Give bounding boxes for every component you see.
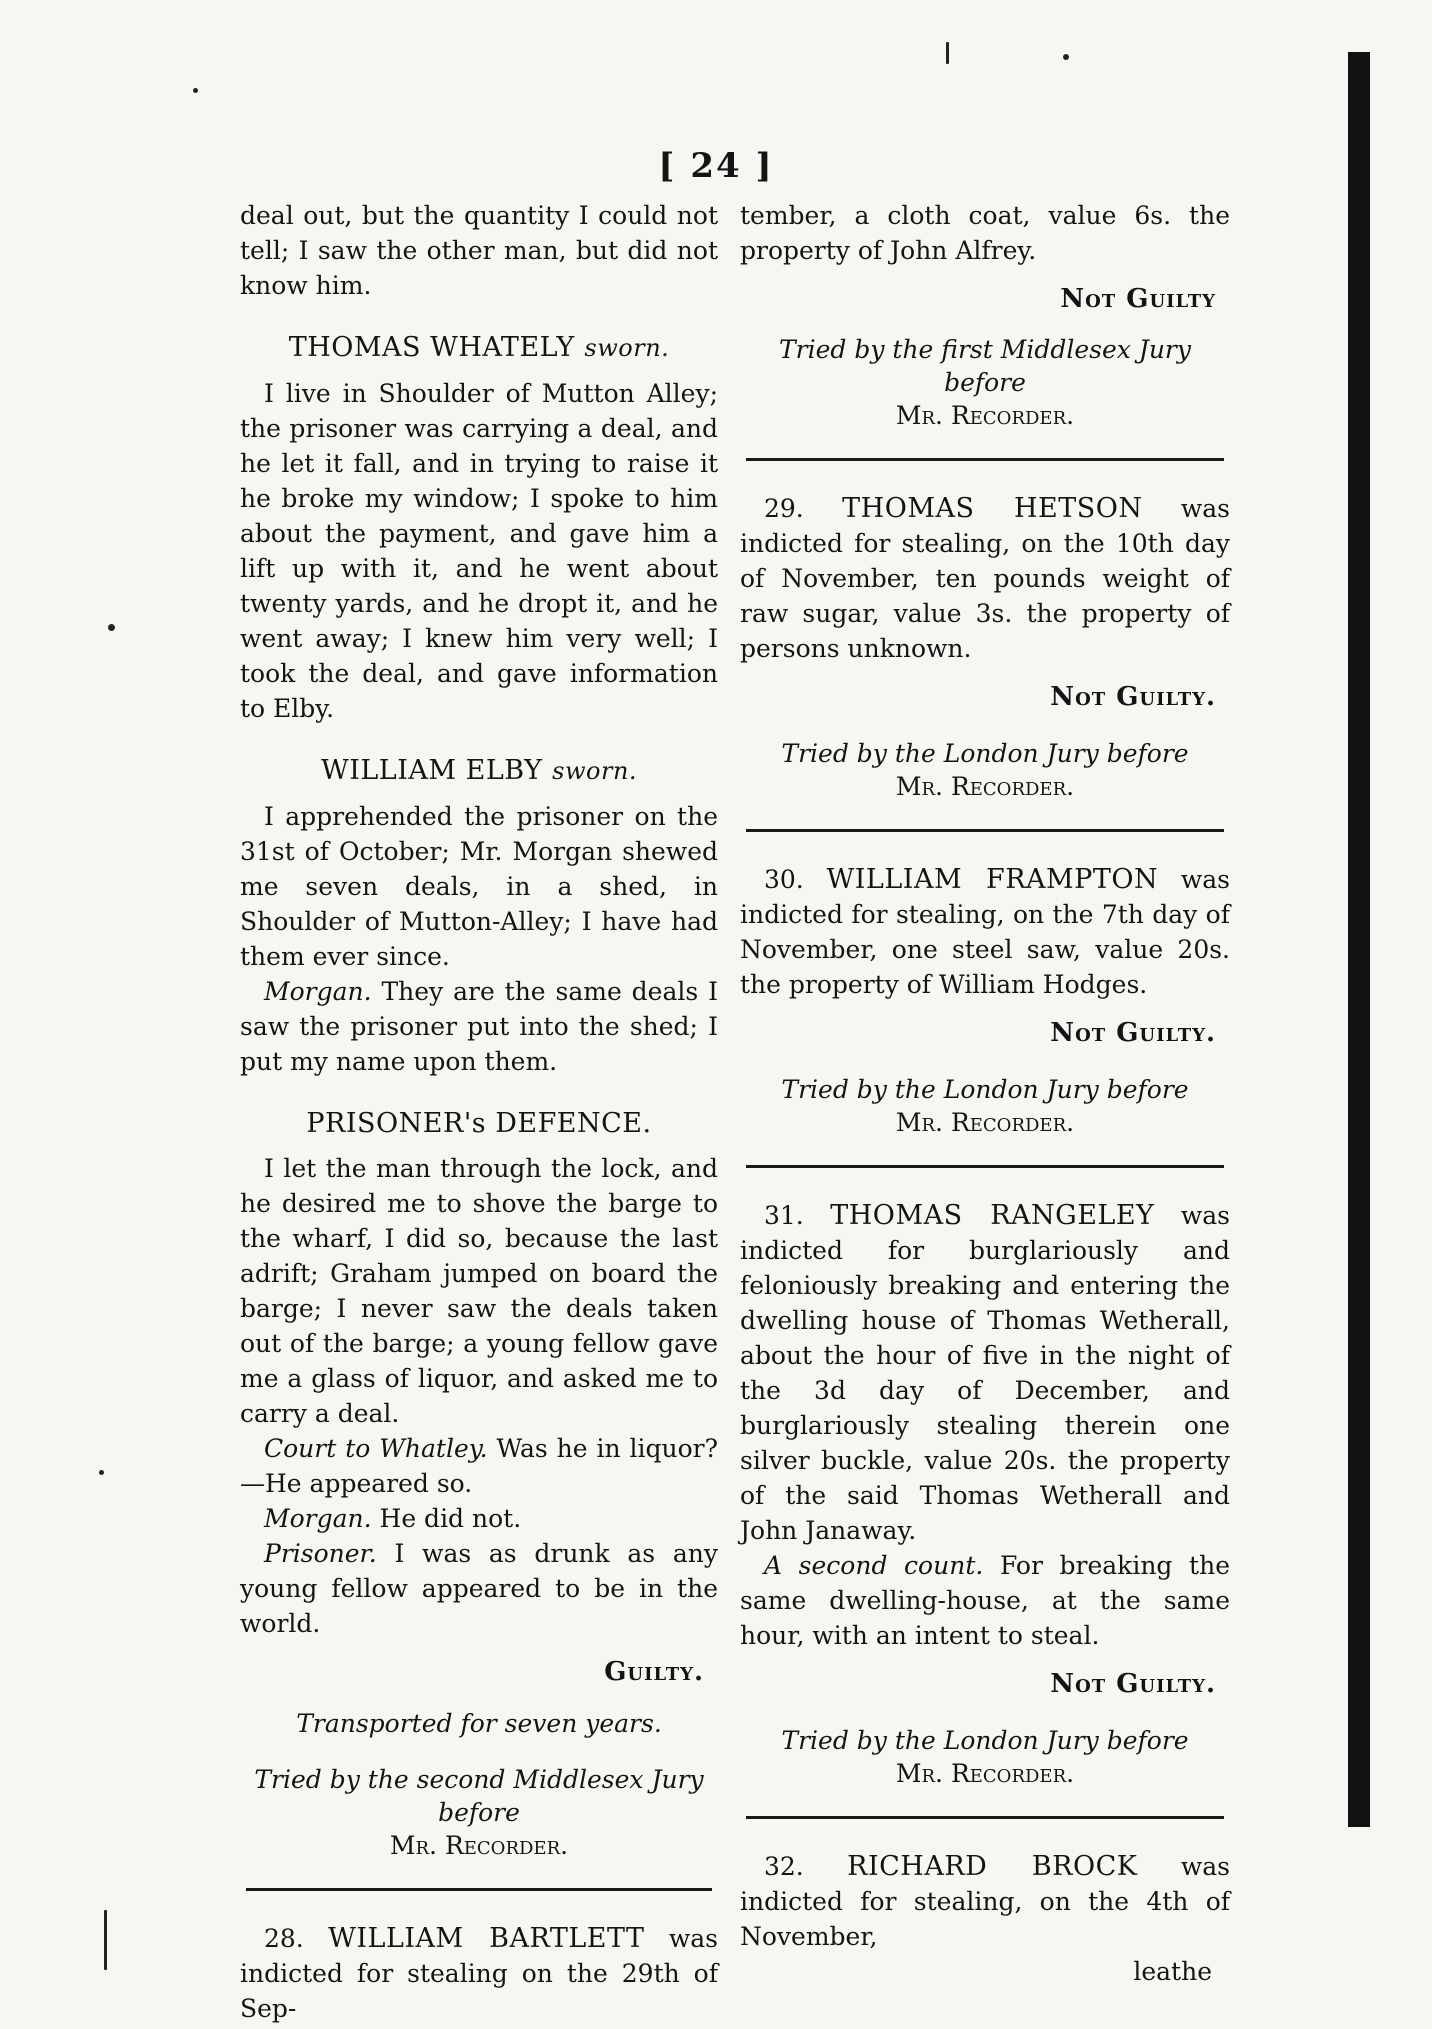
- case-number: 32.: [764, 1852, 804, 1881]
- verdict: Not Guilty.: [1050, 1669, 1216, 1699]
- scan-speck: [946, 42, 949, 64]
- testimony-text: [740, 1548, 1230, 1653]
- continuation-text: deal out, but the quantity I could not tell; I saw the other man, but did not know him.: [240, 201, 718, 300]
- trial-note-recorder: Mr. Recorder.: [895, 1108, 1075, 1137]
- trial-note-line: Tried by the second Middlesex Jury before: [254, 1765, 704, 1827]
- scan-speck: [104, 1910, 107, 1970]
- case-entry: [240, 1921, 718, 2026]
- verdict: Not Guilty.: [1050, 1018, 1216, 1048]
- count-text: For breaking the same dwelling-house, at the same hour, with an intent to steal.: [740, 1551, 1230, 1650]
- case-number: 28.: [264, 1924, 304, 1953]
- case-text: was indicted for stealing, on the 7th day of November, one steel saw, value 20s. the property of William Hodges.: [740, 865, 1231, 999]
- scan-speck: [108, 624, 115, 631]
- catchword: leathe: [1133, 1957, 1212, 1986]
- case-number: 30.: [764, 865, 804, 894]
- case-text: was indicted for stealing, on the 10th day of November, ten pounds weight of raw sugar, value 3s. the property of persons unknown.: [740, 494, 1231, 663]
- case-number: 31.: [764, 1201, 804, 1230]
- section-rule: [246, 1888, 712, 1891]
- testimony-text: [240, 1501, 718, 1536]
- witness-heading: [240, 329, 718, 366]
- testimony-text: [240, 974, 718, 1079]
- verdict: Guilty.: [604, 1657, 704, 1687]
- right-column: [740, 198, 1230, 1989]
- trial-note-recorder: Mr. Recorder.: [895, 1759, 1075, 1788]
- case-entry: [740, 862, 1230, 1002]
- trial-note-line: Tried by the first Middlesex Jury before: [778, 335, 1192, 397]
- case-number: 29.: [764, 494, 804, 523]
- defence-text: I let the man through the lock, and he desired me to shove the barge to the wharf, I did so, because the last adrift; Graham jumped on board the barge; I never saw the deals taken out of the barge; a young fellow gave me a glass of liquor, and asked me to carry a deal.: [240, 1154, 718, 1428]
- defendant-name: WILLIAM FRAMPTON: [826, 864, 1159, 895]
- defendant-name: THOMAS HETSON: [842, 493, 1143, 524]
- scan-speck: [193, 88, 198, 93]
- speaker-text: They are the same deals I saw the prisoner put into the shed; I put my name upon them.: [240, 977, 718, 1076]
- case-text: was indicted for burglariously and feloniously breaking and entering the dwelling house of Thomas Wetherall, about the hour of five in the night of the 3d day of December, and burglariously stealing therein one silver buckle, value 20s. the property of the said Thomas Wetherall and John Janaway.: [740, 1201, 1231, 1545]
- testimony-text: [240, 1431, 718, 1501]
- continuation-text: tember, a cloth coat, value 6s. the property of John Alfrey.: [740, 201, 1230, 265]
- trial-note: [740, 1073, 1230, 1139]
- trial-note-recorder: Mr. Recorder.: [895, 772, 1075, 801]
- defendant-name: RICHARD BROCK: [847, 1851, 1138, 1882]
- scan-edge-shadow: [1348, 52, 1370, 1827]
- case-text: was indicted for stealing, on the 4th of November,: [740, 1852, 1230, 1951]
- verdict: Not Guilty: [1060, 284, 1216, 314]
- case-entry: [740, 1198, 1230, 1548]
- defendant-name: WILLIAM BARTLETT: [328, 1923, 645, 1954]
- witness-role: sworn.: [552, 757, 638, 785]
- testimony-text: [240, 1536, 718, 1641]
- sentence: Transported for seven years.: [296, 1709, 662, 1738]
- speaker-label: Prisoner.: [264, 1539, 377, 1568]
- section-rule: [746, 1816, 1224, 1819]
- count-label: A second count.: [764, 1551, 984, 1580]
- speaker-label: Morgan.: [264, 1504, 372, 1533]
- case-entry: [740, 491, 1230, 666]
- case-entry: [740, 1849, 1230, 1954]
- scan-speck: [1063, 54, 1069, 60]
- speaker-text: Was he in liquor?—He appeared so.: [240, 1434, 719, 1498]
- trial-note: [740, 737, 1230, 803]
- left-column: [240, 198, 718, 2026]
- trial-note-line: Tried by the London Jury before: [781, 739, 1189, 768]
- witness-role: sworn.: [584, 334, 670, 362]
- defence-heading: [240, 1105, 718, 1141]
- speaker-label: Morgan.: [264, 977, 372, 1006]
- witness-heading: [240, 752, 718, 789]
- speaker-text: He did not.: [379, 1504, 522, 1533]
- trial-note: [740, 333, 1230, 432]
- trial-note-line: Tried by the London Jury before: [781, 1075, 1189, 1104]
- section-rule: [746, 829, 1224, 832]
- trial-note: [240, 1763, 718, 1862]
- trial-note-recorder: Mr. Recorder.: [895, 401, 1075, 430]
- section-rule: [746, 458, 1224, 461]
- witness-name: WILLIAM ELBY: [320, 755, 543, 786]
- defence-title: PRISONER's DEFENCE.: [306, 1108, 652, 1139]
- trial-note-line: Tried by the London Jury before: [781, 1726, 1189, 1755]
- trial-note-recorder: Mr. Recorder.: [389, 1831, 569, 1860]
- testimony-text: I live in Shoulder of Mutton Alley; the prisoner was carrying a deal, and he let it fall, and in trying to raise it he broke my window; I spoke to him about the payment, and gave him a lift up with it, and he went about twenty yards, and he dropt it, and he went away; I knew him very well; I took the deal, and gave information to Elby.: [240, 379, 718, 723]
- speaker-text: I was as drunk as any young fellow appeared to be in the world.: [240, 1539, 718, 1638]
- speaker-label: Court to Whatley.: [264, 1434, 488, 1463]
- scan-speck: [99, 1470, 104, 1475]
- page-number: [ 24 ]: [658, 146, 774, 186]
- witness-name: THOMAS WHATELY: [288, 332, 575, 363]
- case-text: was indicted for stealing on the 29th of Sep-: [240, 1924, 719, 2023]
- defendant-name: THOMAS RANGELEY: [830, 1200, 1155, 1231]
- section-rule: [746, 1165, 1224, 1168]
- verdict: Not Guilty.: [1050, 682, 1216, 712]
- trial-note: [740, 1724, 1230, 1790]
- testimony-text: I apprehended the prisoner on the 31st of October; Mr. Morgan shewed me seven deals, in a shed, in Shoulder of Mutton-Alley; I have had them ever since.: [240, 802, 718, 971]
